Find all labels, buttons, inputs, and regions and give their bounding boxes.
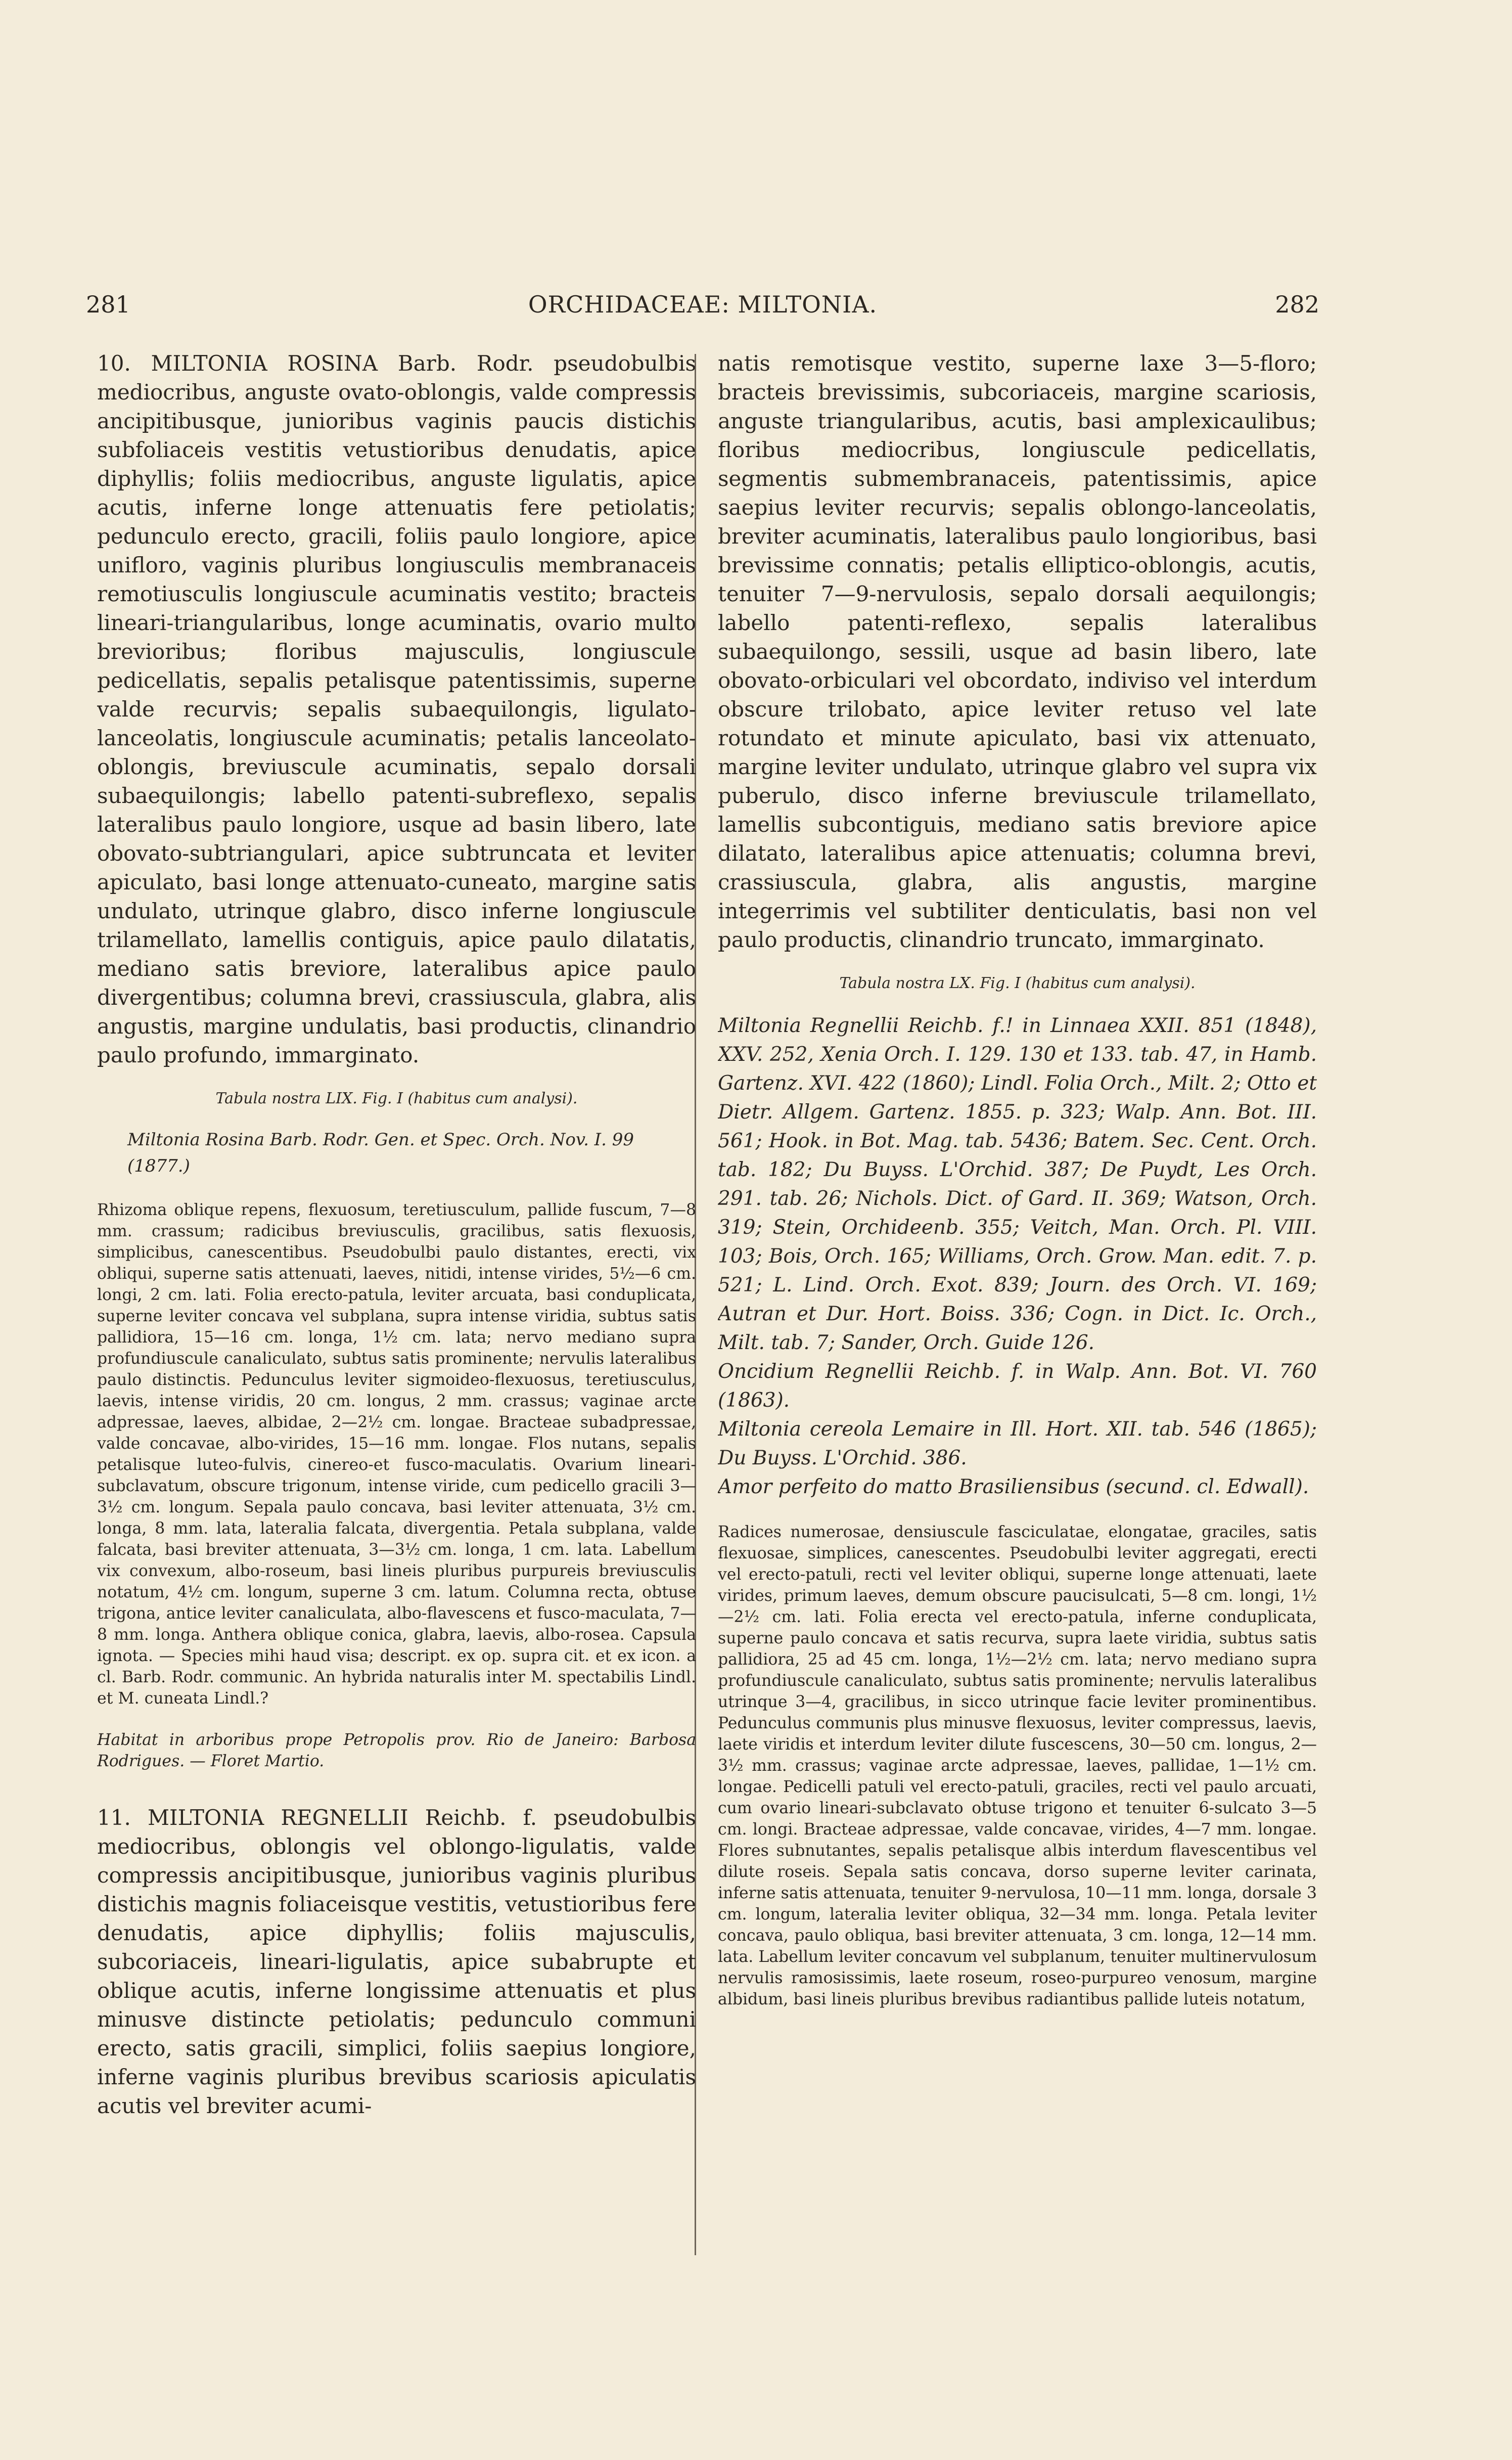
species-11-diagnosis: 11. MILTONIA REGNELLII Reichb. f. pseudobulbis mediocribus, oblongis vel oblongo-ligulatis, valde compressis ancipitibusque, junioribus vaginis pluribus distichis magnis foliaceisque vestitis, vetustioribus fere denudatis, apice diphyllis; foliis majusculis, subcoriaceis, lineari-ligulatis, apice subabrupte et oblique acutis, inferne longissime attenuatis et plus minusve distincte petiolatis; pedunculo communi erecto, satis gracili, simplici, foliis saepius longiore, inferne vaginis pluribus brevibus scariosis apiculatis acutis vel breviter acumi- — [97, 1805, 696, 2118]
species-11-diagnosis-cont: natis remotisque vestito, superne laxe 3—5-floro; bracteis brevissimis, subcoriaceis, margine scariosis, anguste triangularibus, acutis, basi amplexicaulibus; floribus mediocribus, longiuscule pedicellatis, segmentis submembranaceis, patentissimis, apice saepius leviter recurvis; sepalis oblongo-lanceolatis, breviter acuminatis, lateralibus paulo longioribus, basi brevissime connatis; petalis elliptico-oblongis, acutis, tenuiter 7—9-nervulosis, sepalo dorsali aequilongis; labello patenti-reflexo, sepalis lateralibus subaequilongo, sessili, usque ad basin libero, late obovato-orbiculari vel obcordato, indiviso vel interdum obscure trilobato, apice leviter retuso vel late rotundato et minute apiculato, basi vix attenuato, margine leviter undulato, utrinque glabro vel supra vix puberulo, disco inferne breviuscule trilamellato, lamellis subcontiguis, mediano satis breviore apice dilatato, lateralibus apice attenuatis; columna brevi, crassiuscula, glabra, alis angustis, margine integerrimis vel subtiliter denticulatis, basi non vel paulo productis, clinandrio truncato, immarginato. — [718, 351, 1317, 952]
running-title: ORCHIDACEAE: MILTONIA. — [528, 291, 878, 318]
running-header — [86, 291, 1319, 331]
left-column — [97, 349, 696, 2321]
species-10-diagnosis: 10. MILTONIA ROSINA Barb. Rodr. pseudobulbis mediocribus, anguste ovato-oblongis, valde compressis ancipitibusque, junioribus vaginis paucis distichis subfoliaceis vestitis vetustioribus denudatis, apice diphyllis; foliis mediocribus, anguste ligulatis, apice acutis, inferne longe attenuatis fere petiolatis; pedunculo erecto, gracili, foliis paulo longiore, apice unifloro, vaginis pluribus longiusculis membranaceis remotiusculis longiuscule acuminatis vestito; bracteis lineari-triangularibus, longe acuminatis, ovario multo brevioribus; floribus majusculis, longiuscule pedicellatis, sepalis petalisque patentissimis, superne valde recurvis; sepalis subaequilongis, ligulato-lanceolatis, longiuscule acuminatis; petalis lanceolato-oblongis, breviuscule acuminatis, sepalo dorsali subaequilongis; labello patenti-subreflexo, sepalis lateralibus paulo longiore, usque ad basin libero, late obovato-subtriangulari, apice subtruncata et leviter apiculato, basi longe attenuato-cuneato, margine satis undulato, utrinque glabro, disco inferne longiuscule trilamellato, lamellis contiguis, apice paulo dilatatis, mediano satis breviore, lateralibus apice paulo divergentibus; columna brevi, crassiuscula, glabra, alis angustis, margine undulatis, basi productis, clinandrio paulo profundo, immarginato. — [97, 351, 696, 1067]
right-column — [718, 349, 1317, 2321]
page-number-right: 282 — [1275, 291, 1319, 318]
plate-caption-lx: Tabula nostra LX. Fig. I (habitus cum analysi). — [839, 974, 1196, 992]
species-10-citation: Miltonia Rosina Barb. Rodr. Gen. et Spec. Orch. Nov. I. 99 (1877.) — [127, 1130, 634, 1176]
page-number-left: 281 — [86, 291, 130, 318]
vernacular-name: Amor perfeito do matto Brasiliensibus (secund. cl. Edwall). — [718, 1475, 1309, 1498]
synonym-oncidium: Oncidium Regnellii Reichb. f. in Walp. Ann. Bot. VI. 760 (1863). — [718, 1360, 1317, 1412]
species-10-habitat: Habitat in arboribus prope Petropolis prov. Rio de Janeiro: Barbosa Rodrigues. — Floret Martio. — [97, 1731, 696, 1770]
synonym-cereola: Miltonia cereola Lemaire in Ill. Hort. XII. tab. 546 (1865); Du Buyss. L'Orchid. 386. — [718, 1418, 1317, 1469]
species-11-description: Radices numerosae, densiuscule fasciculatae, elongatae, graciles, satis flexuosae, simplices, canescentes. Pseudobulbi leviter aggregati, erecti vel erecto-patuli, recti vel leviter obliqui, superne longe attenuati, laete virides, primum laeves, demum obscure paucisulcati, 5—8 cm. longi, 1½—2½ cm. lati. Folia erecta vel erecto-patula, inferne conduplicata, superne paulo concava et satis recurva, supra laete viridia, subtus satis pallidiora, 25 ad 45 cm. longa, 1½—2½ cm. lata; nervo mediano supra profundiuscule canaliculato, subtus satis prominente; nervulis lateralibus utrinque 3—4, gracilibus, in sicco utrinque facie leviter prominentibus. Pedunculus communis plus minusve flexuosus, leviter compressus, laevis, laete viridis et interdum leviter dilute fuscescens, 30—50 cm. longus, 2—3½ mm. crassus; vaginae arcte adpressae, laeves, pallidae, 1—1½ cm. longae. Pedicelli patuli vel erecto-patuli, graciles, recti vel paulo arcuati, cum ovario lineari-subclavato obtuse trigono et tenuiter 6-sulcato 3—5 cm. longi. Bracteae adpressae, valde concavae, virides, 4—7 mm. longae. Flores subnutantes, sepalis petalisque albis interdum flavescentibus vel dilute roseis. Sepala satis concava, dorso superne leviter carinata, inferne satis attenuata, tenuiter 9-nervulosa, 10—11 mm. longa, dorsale 3 cm. longum, lateralia leviter obliqua, 32—34 mm. longa. Petala leviter concava, paulo obliqua, basi breviter attenuata, 3 cm. longa, 12—14 mm. lata. Labellum leviter concavum vel subplanum, tenuiter multinervulosum nervulis ramosissimis, laete roseum, roseo-purpureo venosum, margine albidum, basi lineis pluribus brevibus radiantibus pallide luteis notatum, — [718, 1523, 1317, 2008]
species-10-description: Rhizoma oblique repens, flexuosum, teretiusculum, pallide fuscum, 7—8 mm. crassum; radicibus breviusculis, gracilibus, satis flexuosis, simplicibus, canescentibus. Pseudobulbi paulo distantes, erecti, vix obliqui, superne satis attenuati, laeves, nitidi, intense virides, 5½—6 cm. longi, 2 cm. lati. Folia erecto-patula, leviter arcuata, basi conduplicata, superne leviter concava vel subplana, supra intense viridia, subtus satis pallidiora, 15—16 cm. longa, 1½ cm. lata; nervo mediano supra profundiuscule canaliculato, subtus satis prominente; nervulis lateralibus paulo distinctis. Pedunculus leviter sigmoideo-flexuosus, teretiusculus, laevis, intense viridis, 20 cm. longus, 2 mm. crassus; vaginae arcte adpressae, laeves, albidae, 2—2½ cm. longae. Bracteae subadpressae, valde concavae, albo-virides, 15—16 mm. longae. Flos nutans, sepalis petalisque luteo-fulvis, cinereo-et fusco-maculatis. Ovarium lineari-subclavatum, obscure trigonum, intense viride, cum pedicello gracili 3—3½ cm. longum. Sepala paulo concava, basi leviter attenuata, 3½ cm. longa, 8 mm. lata, lateralia falcata, divergentia. Petala subplana, valde falcata, basi breviter attenuata, 3—3½ cm. longa, 1 cm. lata. Labellum vix convexum, albo-roseum, basi lineis pluribus purpureis breviusculis notatum, 4½ cm. longum, superne 3 cm. latum. Columna recta, obtuse trigona, antice leviter canaliculata, albo-flavescens et fusco-maculata, 7—8 mm. longa. Anthera oblique conica, glabra, laevis, albo-rosea. Capsula ignota. — Species mihi haud visa; descript. ex op. supra cit. et ex icon. a cl. Barb. Rodr. communic. An hybrida naturalis inter M. spectabilis Lindl. et M. cuneata Lindl.? — [97, 1201, 696, 1708]
species-11-literature: Miltonia Regnellii Reichb. f.! in Linnaea XXII. 851 (1848), XXV. 252, Xenia Orch. I. 129. 130 et 133. tab. 47, in Hamb. Gartenz. XVI. 422 (1860); Lindl. Folia Orch., Milt. 2; Otto et Dietr. Allgem. Gartenz. 1855. p. 323; Walp. Ann. Bot. III. 561; Hook. in Bot. Mag. tab. 5436; Batem. Sec. Cent. Orch. tab. 182; Du Buyss. L'Orchid. 387; De Puydt, Les Orch. 291. tab. 26; Nichols. Dict. of Gard. II. 369; Watson, Orch. 319; Stein, Orchideenb. 355; Veitch, Man. Orch. Pl. VIII. 103; Bois, Orch. 165; Williams, Orch. Grow. Man. edit. 7. p. 521; L. Lind. Orch. Exot. 839; Journ. des Orch. VI. 169; Autran et Dur. Hort. Boiss. 336; Cogn. in Dict. Ic. Orch., Milt. tab. 7; Sander, Orch. Guide 126. — [718, 1014, 1317, 1354]
plate-caption-lix: Tabula nostra LIX. Fig. I (habitus cum analysi). — [215, 1090, 578, 1107]
